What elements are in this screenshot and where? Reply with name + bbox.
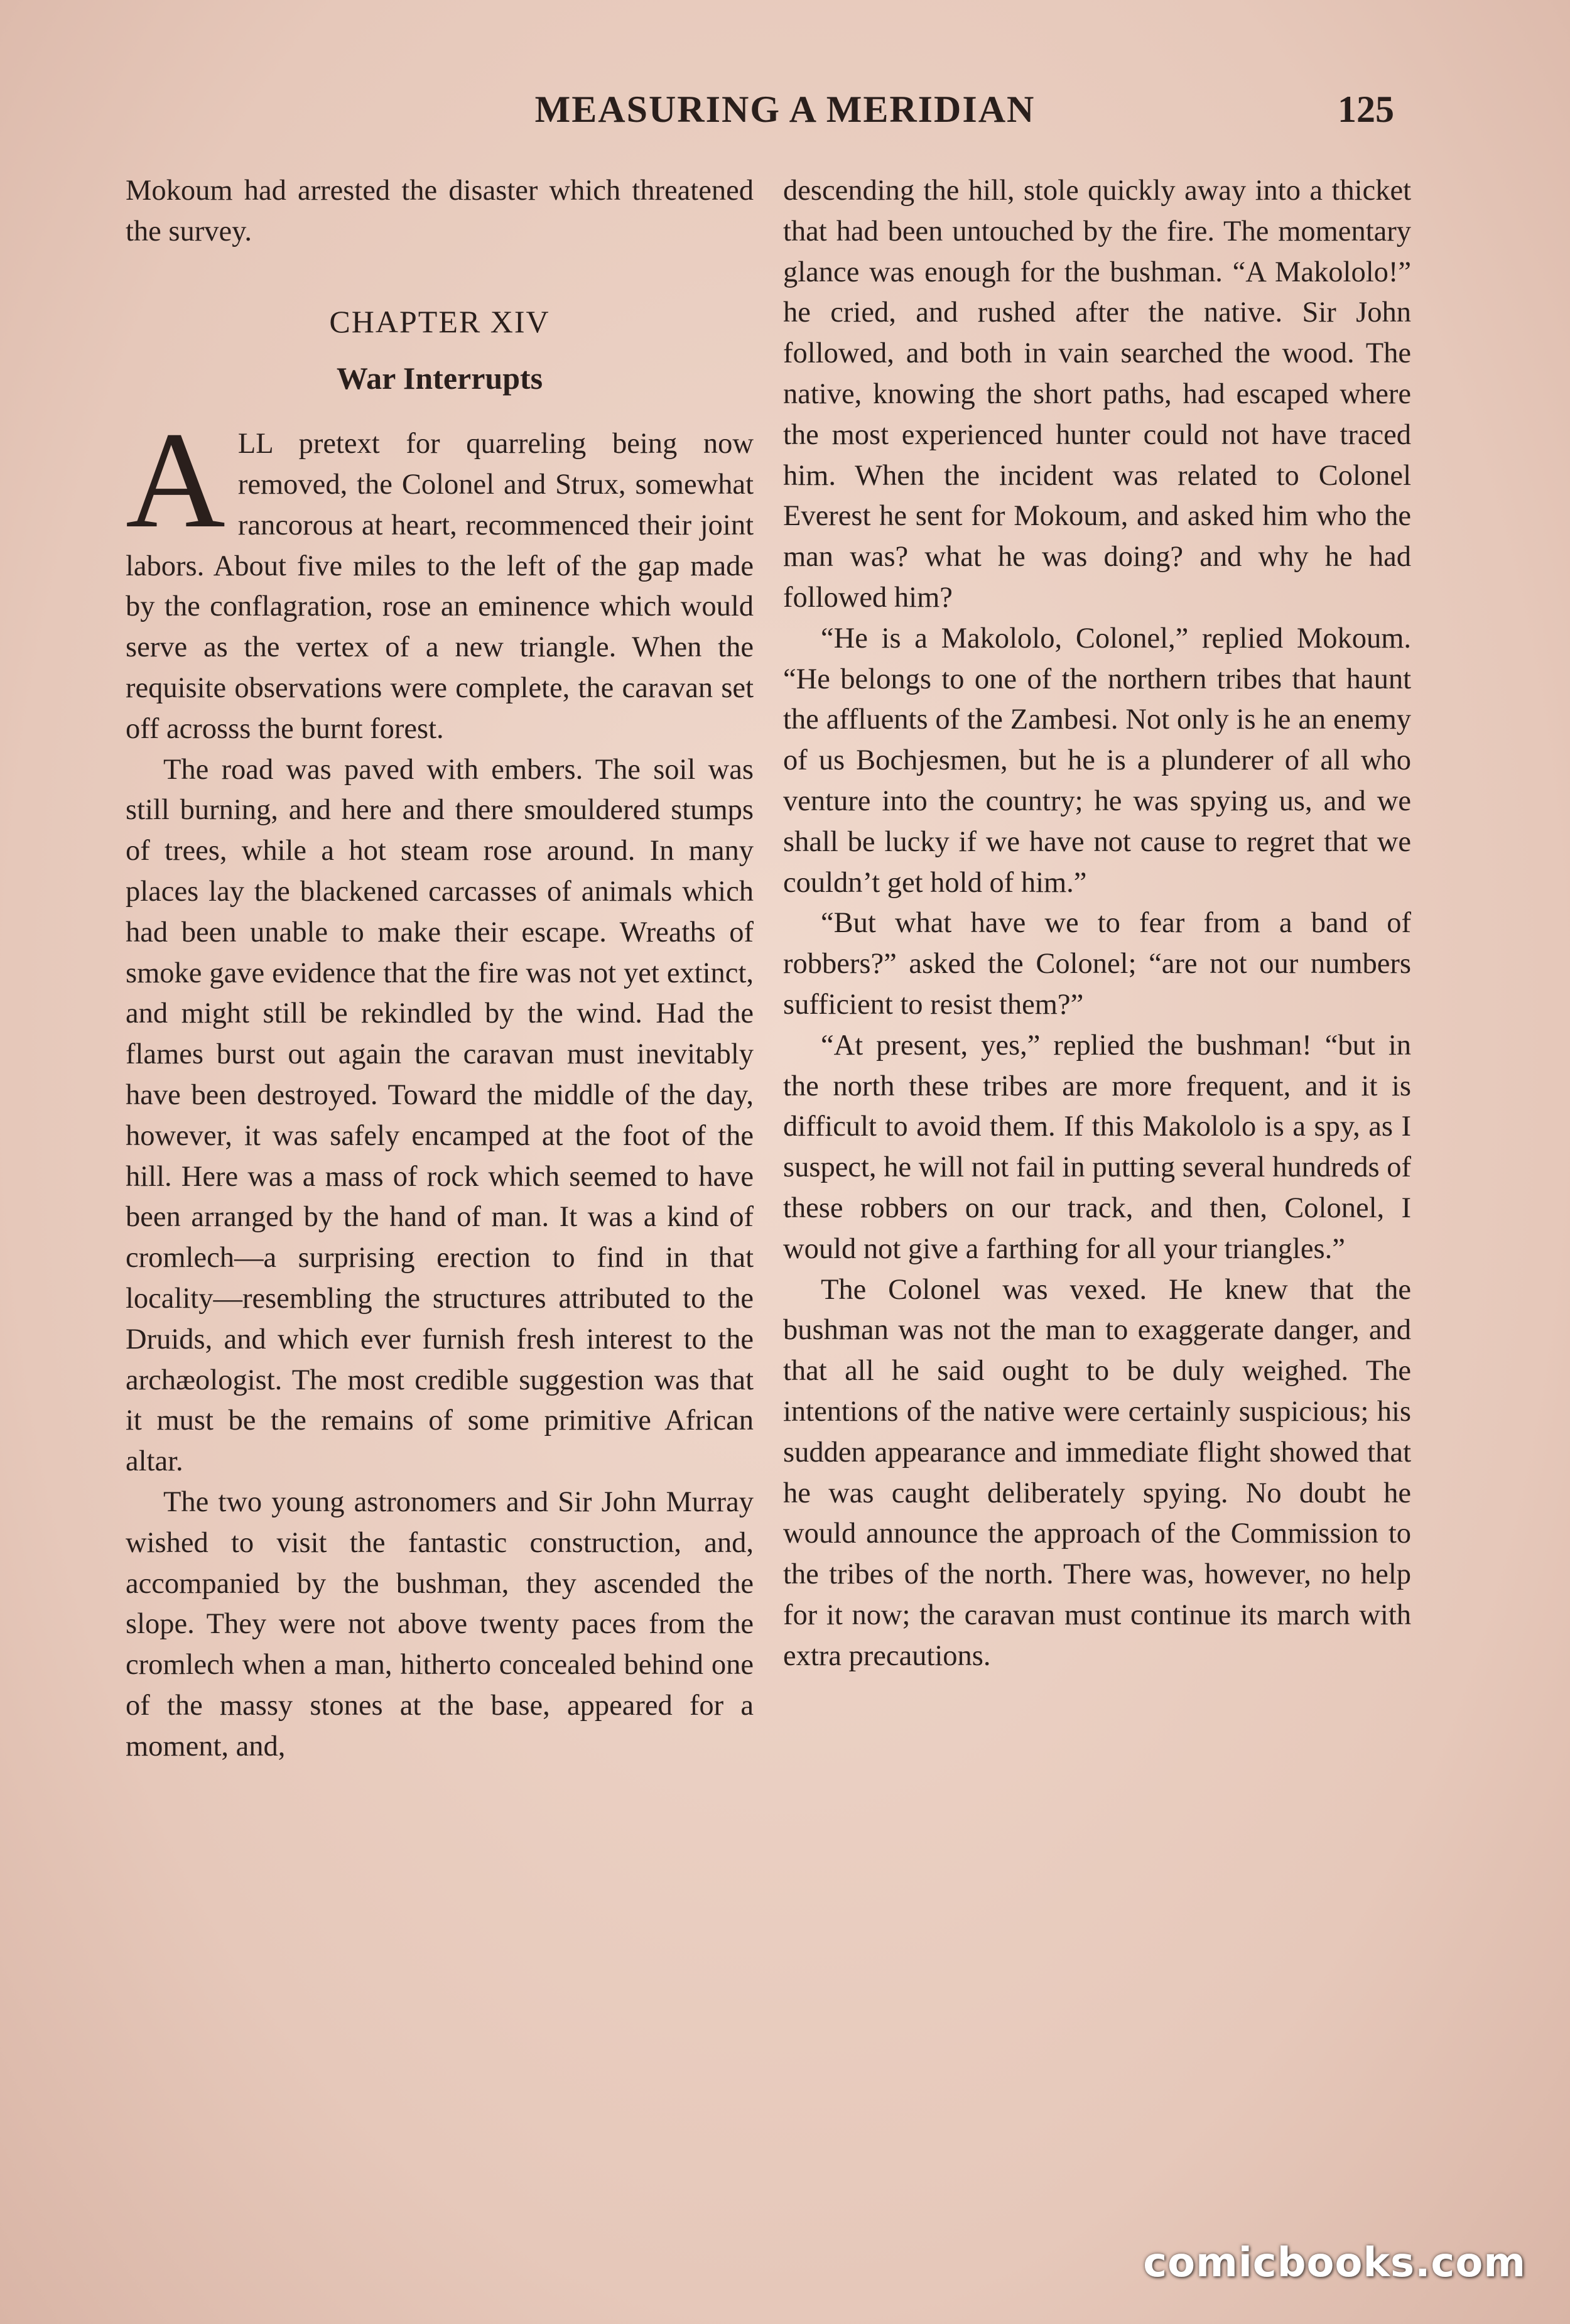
paragraph: “He is a Makololo, Colonel,” replied Mokoum. “He belongs to one of the northern tribes that haunt the affluents of the Zambesi. Not only is he an enemy of us Bochjesmen, but he is a plunderer of all who venture into the country; he was spying us, and we shall be lucky if we have not cause to regret that we couldn’t get hold of him.” xyxy=(783,622,1411,899)
paragraph: The two young astronomers and Sir John Murray wished to visit the fantastic construction, and, accompanied by the bushman, they ascended the slope. They were not above twenty paces from the cromlech when a man, hitherto concealed behind one of the massy stones at the base, appeared for a moment, and, xyxy=(126,1485,754,1762)
paragraph: The road was paved with embers. The soil was still burning, and here and there smouldered stumps of trees, while a hot steam rose around. In many places lay the blackened carcasses of animals which had been unable to make their escape. Wreaths of smoke gave evidence that the fire was not yet extinct, and might still be rekindled by the wind. Had the flames burst out again the caravan must inevitably have been destroyed. Toward the middle of the day, however, it was safely encamped at the foot of the hill. Here was a mass of rock which seemed to have been arranged by the hand of man. It was a kind of cromlech—a surprising erection to find in that locality—resembling the structures attributed to the Druids, and which ever furnish fresh interest to the archæologist. The most credible suggestion was that it must be the remains of some primitive African altar. xyxy=(126,753,754,1478)
paragraph: “At present, yes,” replied the bushman! “but in the north these tribes are more frequent, and it is difficult to avoid them. If this Makololo is a spy, as I suspect, he will not fail in putting several hundreds of these robbers on our track, and then, Colonel, I would not give a farthing for all your triangles.” xyxy=(783,1029,1411,1265)
paragraph: descending the hill, stole quickly away into a thicket that had been untouched by the fire. The momentary glance was enough for the bushman. “A Makololo!” he cried, and rushed after the native. Sir John followed, and both in vain searched the wood. The native, knowing the short paths, had escaped where the most experienced hunter could not have traced him. When the incident was related to Colonel Everest he sent for Mokoum, and asked him who the man was? what he was doing? and why he had followed him? xyxy=(783,175,1411,614)
chapter-title: CHAPTER XIV xyxy=(329,303,550,339)
paragraph: “But what have we to fear from a band of robbers?” asked the Colonel; “are not our numbers sufficient to resist them?” xyxy=(783,907,1411,1021)
opening-paragraph: Mokoum had arrested the disaster which threatened the survey. xyxy=(126,175,754,247)
running-title: MEASURING A MERIDIAN xyxy=(534,89,1036,130)
watermark: comicbooks.com xyxy=(1143,2240,1526,2286)
paragraph: The Colonel was vexed. He knew that the bushman was not the man to exaggerate danger, and that all he said ought to be duly weighed. The intentions of the native were certainly suspicious; his sudden appearance and immediate flight showed that he was caught deliberately spying. No doubt he would announce the approach of the Commission to the tribes of the north. There was, however, no help for it now; the caravan must continue its march with extra precautions. xyxy=(783,1273,1411,1672)
section-title: War Interrupts xyxy=(336,361,543,396)
right-column xyxy=(783,171,1411,1676)
left-column xyxy=(126,171,754,1767)
paragraph xyxy=(126,403,754,749)
page-number: 125 xyxy=(1338,89,1394,130)
paragraph-text: LL pretext for quarreling being now removed, the Colonel and Strux, somewhat rancorous at heart, recommenced their joint labors. About five miles to the left of the gap made by the conflagration, rose an eminence which would serve as the vertex of a new triangle. When the requisite observations were complete, the caravan set off acrosss the burnt forest. xyxy=(126,428,754,745)
drop-cap: A xyxy=(126,403,225,557)
page-header xyxy=(0,88,1570,144)
